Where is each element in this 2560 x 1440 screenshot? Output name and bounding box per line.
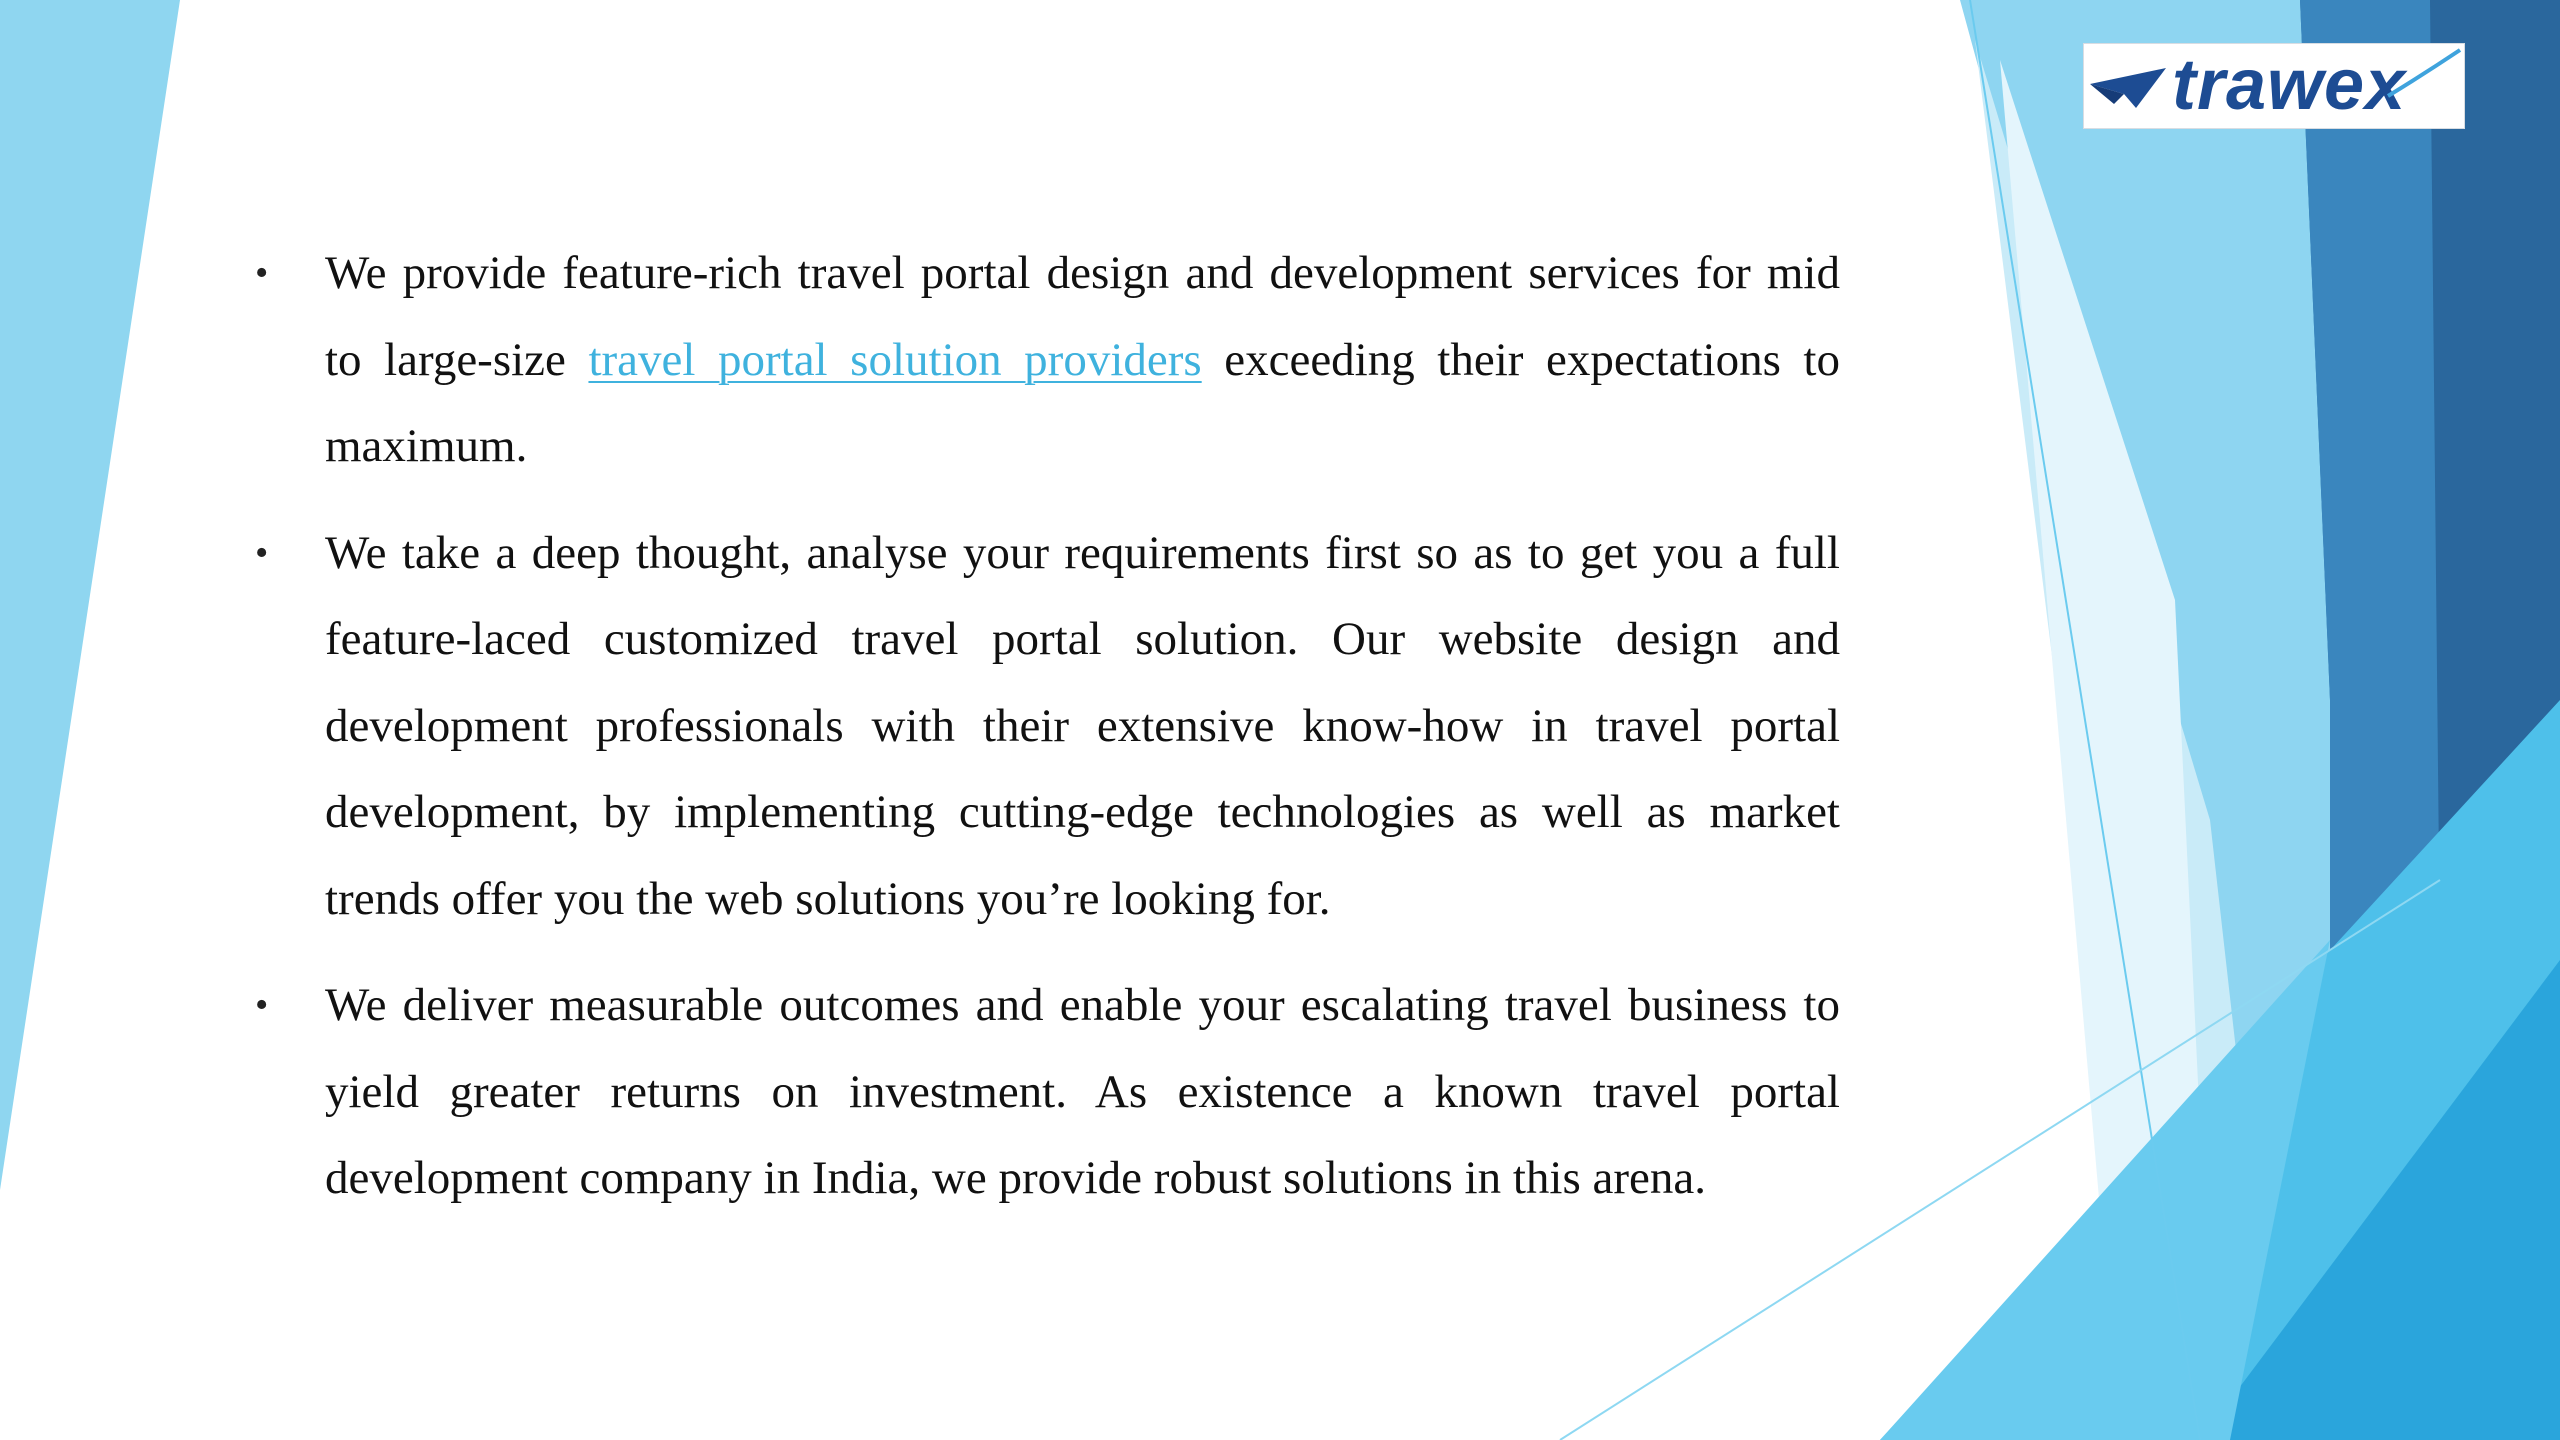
bullet-marker: •	[255, 984, 269, 1026]
bullet-3-text: We deliver measurable outcomes and enable your escalating travel business to yield greater returns on investment. As existence a known travel portal development company in India, we provide robust solutions in this arena.	[325, 979, 1840, 1204]
logo-wordmark: trawex	[2172, 45, 2407, 125]
bullet-1-text-end: exceeding their expectations to maximum.	[325, 333, 1840, 472]
bullet-1-text-start: We provide feature-rich travel portal design and development services for mid to large-size	[325, 247, 1840, 386]
left-wedge	[0, 0, 180, 1190]
trawex-logo[interactable]	[2084, 44, 2464, 128]
bullet-2-text: We take a deep thought, analyse your requirements first so as to get you a full feature-laced customized travel portal solution. Our website design and development professionals with their extensive know-how in travel portal development, by implementing cutting-edge technologies as well as market trends offer you the web solutions you’re looking for.	[325, 526, 1840, 925]
bullet-marker: •	[255, 252, 269, 294]
bullet-list	[255, 230, 1840, 1242]
bullet-item-3	[255, 962, 1840, 1222]
swoosh-icon	[2384, 44, 2464, 104]
bullet-item-2	[255, 510, 1840, 943]
travel-portal-link[interactable]: travel portal solution providers	[588, 333, 1202, 386]
bullet-item-1	[255, 230, 1840, 490]
paper-plane-icon	[2084, 44, 2174, 128]
bullet-marker: •	[255, 531, 269, 574]
